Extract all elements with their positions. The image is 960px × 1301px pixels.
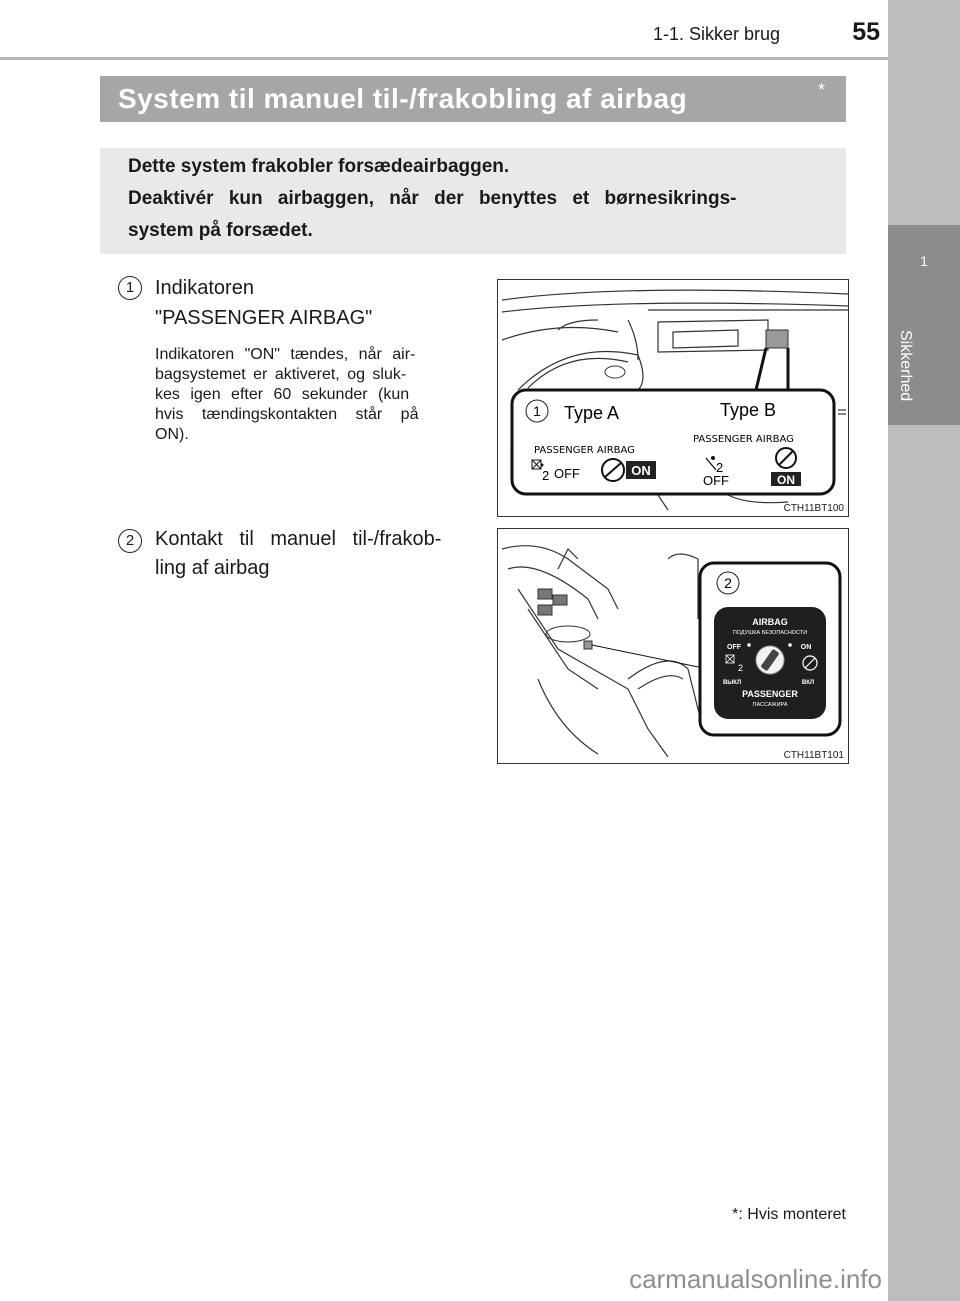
header-divider [0,57,888,60]
off-label-type-b: OFF [703,473,729,488]
item-title: Indikatoren [155,277,254,299]
console-illustration [498,529,848,763]
callout-number: 2 [724,575,732,591]
switch-passenger-label: PASSENGER [742,689,798,699]
dashboard-indicator-figure [497,279,849,517]
type-a-label: Type A [564,403,620,423]
switch-passenger-ru-label: ПАССАЖИРА [752,702,788,708]
indicator-label-type-a: PASSENGER AIRBAG [534,445,635,456]
item-title: "PASSENGER AIRBAG" [155,307,373,329]
on-label-type-a: ON [631,463,651,478]
on-label-type-b: ON [777,473,795,487]
item-title: Kontakt til manuel til-/frakob- [155,528,442,550]
item-description: hvis tændingskontakten står på [155,406,419,423]
footnote-marker: * [732,1206,739,1223]
section-label: 1-1. Sikker brug [652,24,780,44]
intro-box [100,148,846,254]
item-title: ling af airbag [155,557,270,579]
figure-code: CTH11BT100 [783,503,844,514]
switch-child-seat-digit: 2 [738,663,744,673]
item-description: Indikatoren "ON" tændes, når air- [155,346,416,363]
page-title-band [100,76,846,122]
on-position-dot [788,643,792,647]
switch-off-ru-label: ВЫКЛ [722,680,742,686]
figure-code: CTH11BT101 [783,750,844,761]
airbag-switch-figure [497,528,849,764]
type-b-label: Type B [720,400,777,420]
off-position-dot [747,643,751,647]
child-seat-digit: 2 [716,460,724,475]
switch-off-label: OFF [727,644,741,651]
switch-airbag-label: AIRBAG [752,617,788,627]
footnote [640,1206,846,1224]
child-seat-digit: 2 [542,468,550,483]
off-label-type-a: OFF [554,466,580,481]
key-slot[interactable] [756,646,784,674]
switch-on-ru-label: ВКЛ [801,680,815,686]
intro-line: Dette system frakobler forsædeairbaggen. [128,156,510,177]
item-description: ON). [155,426,189,443]
callout-number: 1 [533,403,541,419]
title-footnote-marker: * [818,80,826,100]
watermark: carmanualsonline.info [629,1264,882,1294]
switch-airbag-ru-label: ПОДУШКА БЕЗОПАСНОСТИ [732,630,808,636]
item-number-badge: 2 [118,529,142,553]
item-description: kes igen efter 60 sekunder (kun [155,386,410,403]
chapter-number: 1 [920,253,928,269]
intro-line: Deaktivér kun airbaggen, når der benyttes et børnesikrings- [128,188,737,209]
footnote-text: : Hvis monteret [738,1206,846,1223]
intro-line: system på forsædet. [128,220,313,241]
item-number-badge: 1 [118,276,142,300]
chapter-side-tab[interactable] [888,0,960,1301]
dashboard-illustration [498,280,848,516]
page-number: 55 [852,18,880,46]
switch-location-marker [584,641,592,649]
chapter-title: Sikkerhed [897,330,914,402]
item-description: bagsystemet er aktiveret, og sluk- [155,366,407,383]
indicator-label-type-b: PASSENGER AIRBAG [693,434,794,445]
page-title: System til manuel til-/frakobling af airbag [118,83,688,114]
switch-on-label: ON [800,644,812,651]
